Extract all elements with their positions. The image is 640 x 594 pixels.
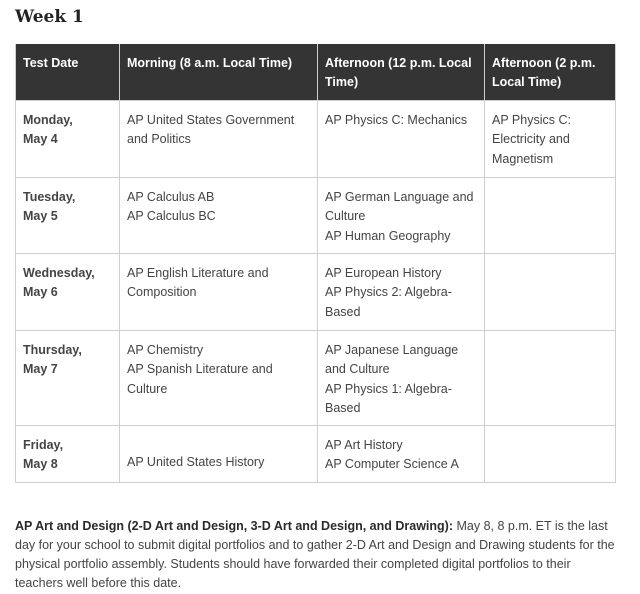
morning-cell	[120, 178, 318, 254]
exam-name: AP Physics C: Electricity and Magnetism	[492, 113, 571, 166]
exam-name: AP Spanish Literature and Culture	[127, 362, 273, 396]
exam-name: AP Physics 1: Algebra-Based	[325, 381, 452, 415]
exam-name: AP Physics C: Mechanics	[325, 113, 468, 127]
exam-name: AP Chemistry	[127, 343, 204, 357]
exam-schedule-table	[15, 44, 616, 483]
exam-name: AP Japanese Language and Culture	[325, 343, 459, 377]
morning-cell	[120, 254, 318, 331]
date-month: May 8	[23, 457, 58, 472]
header-test-date: Test Date	[16, 44, 120, 101]
table-row	[16, 254, 616, 331]
exam-name: AP European History	[325, 266, 442, 280]
exam-name: AP Physics 2: Algebra-Based	[325, 285, 452, 319]
date-cell	[16, 101, 120, 178]
morning-cell	[120, 426, 318, 483]
page-content	[15, 0, 615, 483]
date-month: May 4	[23, 132, 58, 147]
date-month: May 5	[23, 209, 58, 224]
art-design-note	[15, 517, 620, 594]
week-heading: Week 1	[15, 7, 84, 27]
note-body: May 8, 8 p.m. ET is the last day for your school to submit digital portfolios and to gather 2-D Art and Design and Drawing students for the physical portfolio assembly. Students should have forwarded their completed digital portfolios to their teachers well before this date.	[15, 518, 615, 591]
exam-name: AP United States Government and Politics	[127, 113, 295, 147]
date-day: Thursday,	[23, 343, 82, 357]
date-cell	[16, 254, 120, 331]
afternoon-2pm-cell	[485, 101, 616, 178]
date-month: May 6	[23, 285, 58, 300]
afternoon-2pm-cell	[485, 426, 616, 483]
date-cell	[16, 178, 120, 254]
header-morning: Morning (8 a.m. Local Time)	[120, 44, 318, 101]
exam-name: AP Computer Science A	[325, 457, 459, 472]
date-month: May 7	[23, 362, 58, 377]
afternoon-12pm-cell	[318, 101, 485, 178]
date-cell	[16, 426, 120, 483]
afternoon-12pm-cell	[318, 331, 485, 426]
afternoon-2pm-cell	[485, 254, 616, 331]
date-day: Tuesday,	[23, 190, 76, 204]
header-afternoon-12pm: Afternoon (12 p.m. Local Time)	[318, 44, 485, 101]
date-day: Wednesday,	[23, 266, 95, 280]
exam-name: AP United States History	[127, 454, 265, 469]
date-cell	[16, 331, 120, 426]
date-day: Friday,	[23, 438, 64, 452]
morning-cell	[120, 331, 318, 426]
exam-name: AP German Language and Culture	[325, 190, 474, 224]
table-header-row	[16, 44, 616, 101]
afternoon-2pm-cell	[485, 178, 616, 254]
header-afternoon-2pm: Afternoon (2 p.m. Local Time)	[485, 44, 616, 101]
afternoon-2pm-cell	[485, 331, 616, 426]
exam-name: AP English Literature and Composition	[127, 266, 269, 300]
exam-name: AP Art History	[325, 438, 403, 452]
note-lead: AP Art and Design (2-D Art and Design, 3-D Art and Design, and Drawing):	[15, 518, 454, 533]
table-row	[16, 101, 616, 178]
exam-name: AP Calculus BC	[127, 209, 216, 224]
afternoon-12pm-cell	[318, 254, 485, 331]
exam-name: AP Human Geography	[325, 228, 451, 243]
exam-name: AP Calculus AB	[127, 190, 215, 204]
afternoon-12pm-cell	[318, 426, 485, 483]
afternoon-12pm-cell	[318, 178, 485, 254]
morning-cell	[120, 101, 318, 178]
table-row	[16, 331, 616, 426]
table-row	[16, 426, 616, 483]
date-day: Monday,	[23, 113, 73, 127]
table-row	[16, 178, 616, 254]
